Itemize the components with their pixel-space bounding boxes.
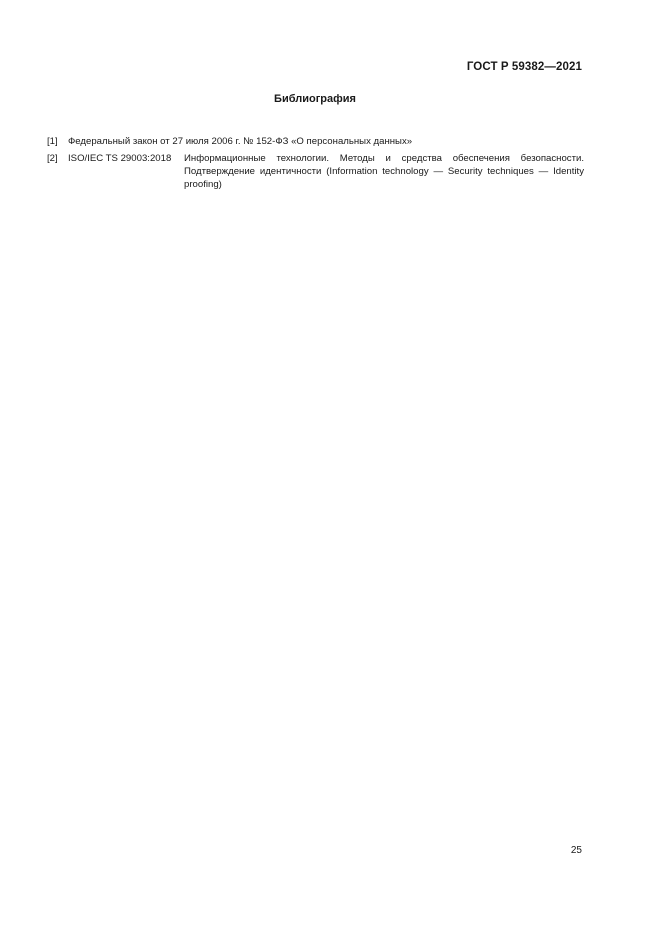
page-number: 25	[570, 845, 582, 856]
reference-item	[47, 135, 584, 148]
section-title: Библиография	[274, 93, 356, 105]
reference-code: ISO/IEC TS 29003:2018	[68, 153, 172, 164]
document-code: ГОСТ Р 59382—2021	[466, 61, 582, 73]
bibliography-list	[47, 135, 584, 195]
reference-text: Федеральный закон от 27 июля 2006 г. № 152-ФЗ «О персональных данных»	[68, 136, 413, 147]
reference-item	[47, 152, 584, 191]
reference-text: Информационные технологии. Методы и средства обеспечения безопасности. Подтверждение идентичности (Information technology — Security techniques — Identity proofing)	[184, 153, 584, 190]
reference-number: [1]	[47, 136, 58, 147]
reference-number: [2]	[47, 153, 58, 164]
